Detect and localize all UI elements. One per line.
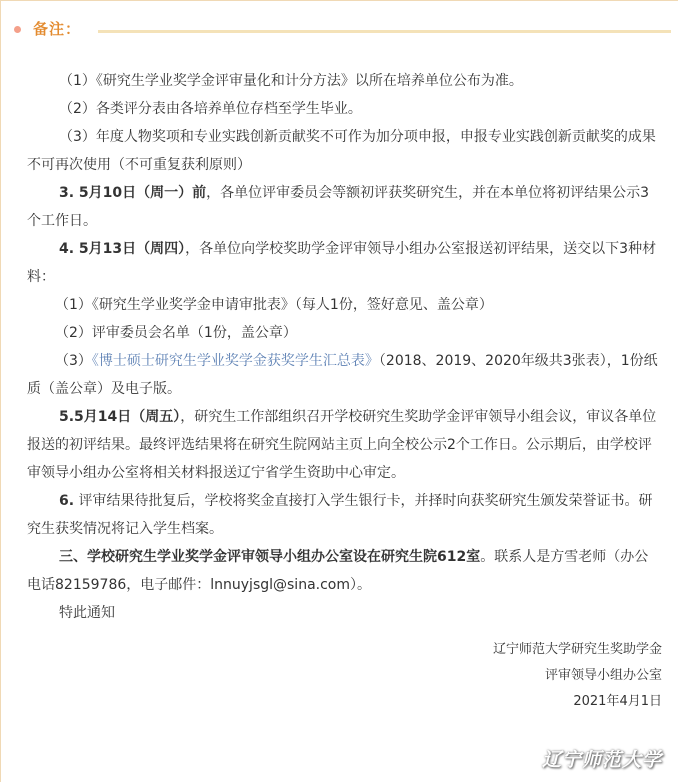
item-5 xyxy=(27,403,662,487)
item-7-lead: 三、学校研究生学业奖学金评审领导小组办公室设在研究生院612室 xyxy=(59,549,481,565)
item-3-text: ，各单位评审委员会等额初评获奖研究生，并在本单位将初评结果公示3个工作日。 xyxy=(27,185,650,229)
item-5-lead: 5.5月14日（周五） xyxy=(59,409,181,425)
signature-office: 评审领导小组办公室 xyxy=(544,668,662,683)
notice-body xyxy=(27,67,662,715)
item-7-text: 。联系人是方雪老师（办公电话82159786，电子邮件：lnnuyjsgl@sina.com）。 xyxy=(27,549,649,593)
item-4-lead: 4. 5月13日（周四） xyxy=(59,241,186,257)
item-3-lead: 3. 5月10日（周一）前 xyxy=(59,185,207,201)
material-3 xyxy=(27,347,662,403)
notes-header-label: 备注： xyxy=(33,20,82,38)
signature-org: 辽宁师范大学研究生奖助学金 xyxy=(492,642,662,657)
closing-line: 特此通知 xyxy=(59,605,115,621)
notes-header xyxy=(1,15,678,45)
signature-block xyxy=(27,637,662,715)
item-5-text: ，研究生工作部组织召开学校研究生奖助学金评审领导小组会议，审议各单位报送的初评结果。最终评选结果将在研究生院网站主页上向全校公示2个工作日。公示期后，由学校评审领导小组办公室将相关材料报送辽宁省学生资助中心审定。 xyxy=(27,409,657,481)
summary-table-link[interactable]: 《博士硕士研究生学业奖学金获奖学生汇总表》 xyxy=(91,353,379,369)
item-6-lead: 6. xyxy=(59,493,75,509)
note-1: （1）《研究生学业奖学金评审量化和计分方法》以所在培养单位公布为准。 xyxy=(59,73,523,89)
item-4-text: ，各单位向学校奖助学金评审领导小组办公室报送初评结果，送交以下3种材料： xyxy=(27,241,657,285)
bullet-dot-icon xyxy=(14,26,21,33)
note-2: （2）各类评分表由各培养单位存档至学生毕业。 xyxy=(59,101,362,117)
item-7 xyxy=(27,543,662,599)
item-3 xyxy=(27,179,662,235)
header-divider xyxy=(98,30,671,33)
material-2: （2）评审委员会名单（1份，盖公章） xyxy=(55,325,297,341)
note-3: （3）年度人物奖项和专业实践创新贡献奖不可作为加分项申报，申报专业实践创新贡献奖的成果不可再次使用（不可重复获利原则） xyxy=(27,129,656,173)
item-4 xyxy=(27,235,662,291)
signature-date: 2021年4月1日 xyxy=(573,694,662,709)
university-watermark: 辽宁师范大学 xyxy=(541,749,662,771)
item-6-text: 评审结果待批复后，学校将奖金直接打入学生银行卡，并择时向获奖研究生颁发荣誉证书。研究生获奖情况将记入学生档案。 xyxy=(27,493,653,537)
material-1: （1）《研究生学业奖学金申请审批表》（每人1份，签好意见、盖公章） xyxy=(55,297,493,313)
material-3-prefix: （3） xyxy=(55,353,92,369)
material-3-suffix: （2018、2019、2020年级共3张表），1份纸质（盖公章）及电子版。 xyxy=(27,353,658,397)
item-6 xyxy=(27,487,662,543)
